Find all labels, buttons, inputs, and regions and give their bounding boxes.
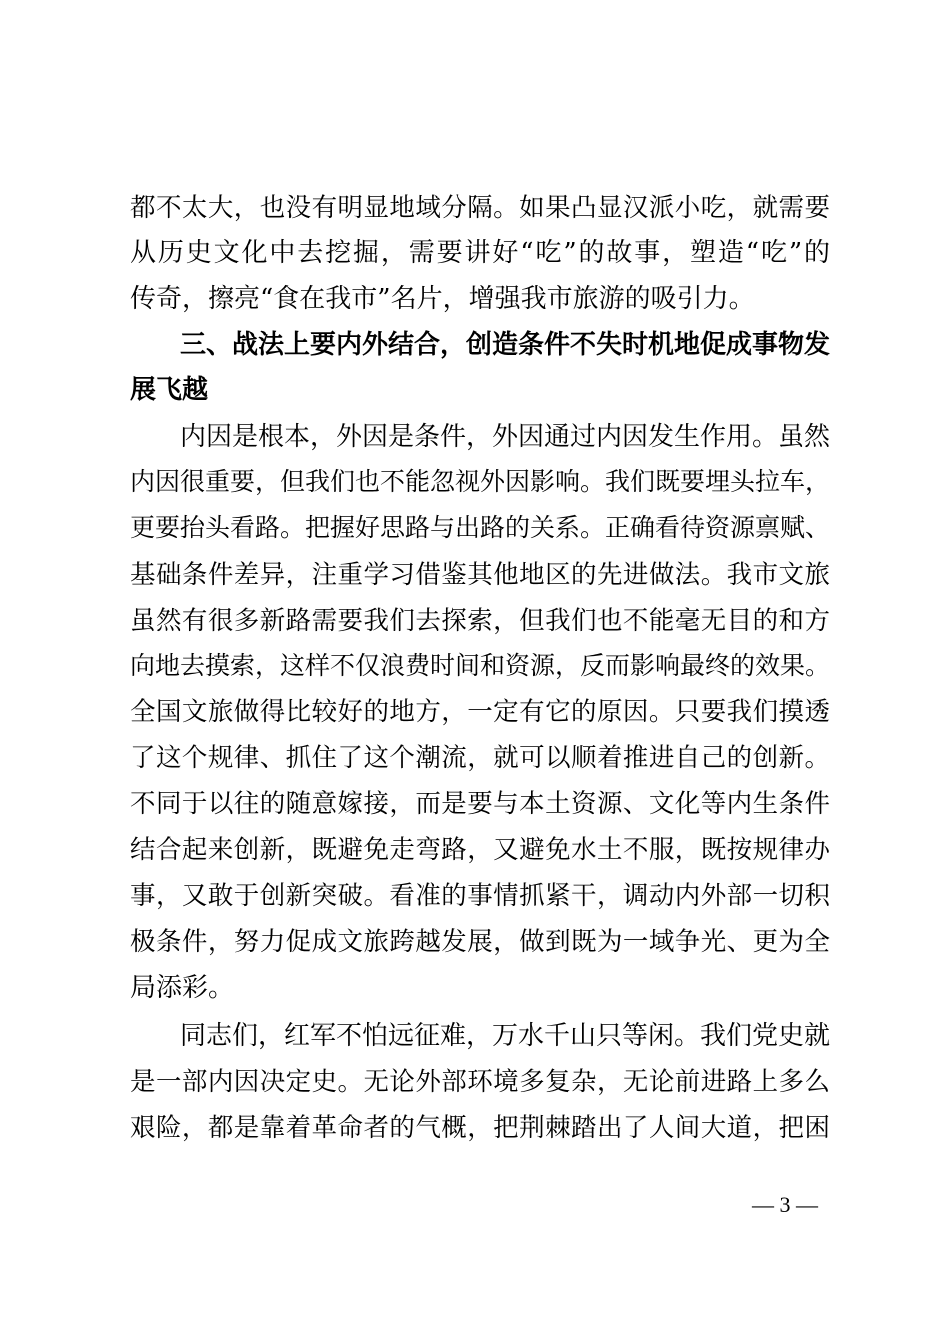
- section-heading-line: 三、战法上要内外结合，创造条件不失时机地促成事物发: [180, 330, 831, 360]
- body-text-line: 艰险，都是靠着革命者的气概，把荆棘踏出了人间大道，把困: [130, 1113, 830, 1143]
- body-text-line: 基础条件差异，注重学习借鉴其他地区的先进做法。我市文旅: [130, 560, 830, 590]
- body-text-line: 全国文旅做得比较好的地方，一定有它的原因。只要我们摸透: [130, 697, 830, 727]
- body-text-line: 结合起来创新，既避免走弯路，又避免水土不服，既按规律办: [130, 835, 830, 865]
- body-text-line: 都不太大，也没有明显地域分隔。如果凸显汉派小吃，就需要: [130, 193, 830, 223]
- body-text-line: 了这个规律、抓住了这个潮流，就可以顺着推进自己的创新。: [130, 743, 830, 773]
- body-text-line: 虽然有很多新路需要我们去探索，但我们也不能毫无目的和方: [130, 606, 830, 636]
- body-text-line: 极条件，努力促成文旅跨越发展，做到既为一域争光、更为全: [130, 927, 830, 957]
- body-text-line: 事，又敢于创新突破。看准的事情抓紧干，调动内外部一切积: [130, 881, 830, 911]
- body-text-line: 不同于以往的随意嫁接，而是要与本土资源、文化等内生条件: [130, 789, 830, 819]
- body-text-line: 向地去摸索，这样不仅浪费时间和资源，反而影响最终的效果。: [130, 651, 831, 680]
- body-text-line: 内因是根本，外因是条件，外因通过内因发生作用。虽然: [180, 422, 831, 452]
- body-text-line: 同志们，红军不怕远征难，万水千山只等闲。我们党史就: [180, 1021, 831, 1051]
- body-text-line: 传奇，擦亮“食在我市”名片，增强我市旅游的吸引力。: [130, 284, 755, 314]
- body-text-line: 从历史文化中去挖掘，需要讲好“吃”的故事，塑造“吃”的: [130, 238, 830, 268]
- body-text-line: 更要抬头看路。把握好思路与出路的关系。正确看待资源禀赋、: [130, 513, 831, 542]
- page-number: — 3 —: [752, 1192, 818, 1217]
- body-text-line: 局添彩。: [130, 973, 235, 1003]
- body-text-line: 内因很重要，但我们也不能忽视外因影响。我们既要埋头拉车，: [130, 467, 831, 496]
- section-heading-line: 展飞越: [130, 375, 209, 405]
- body-text-line: 是一部内因决定史。无论外部环境多复杂，无论前进路上多么: [130, 1067, 830, 1097]
